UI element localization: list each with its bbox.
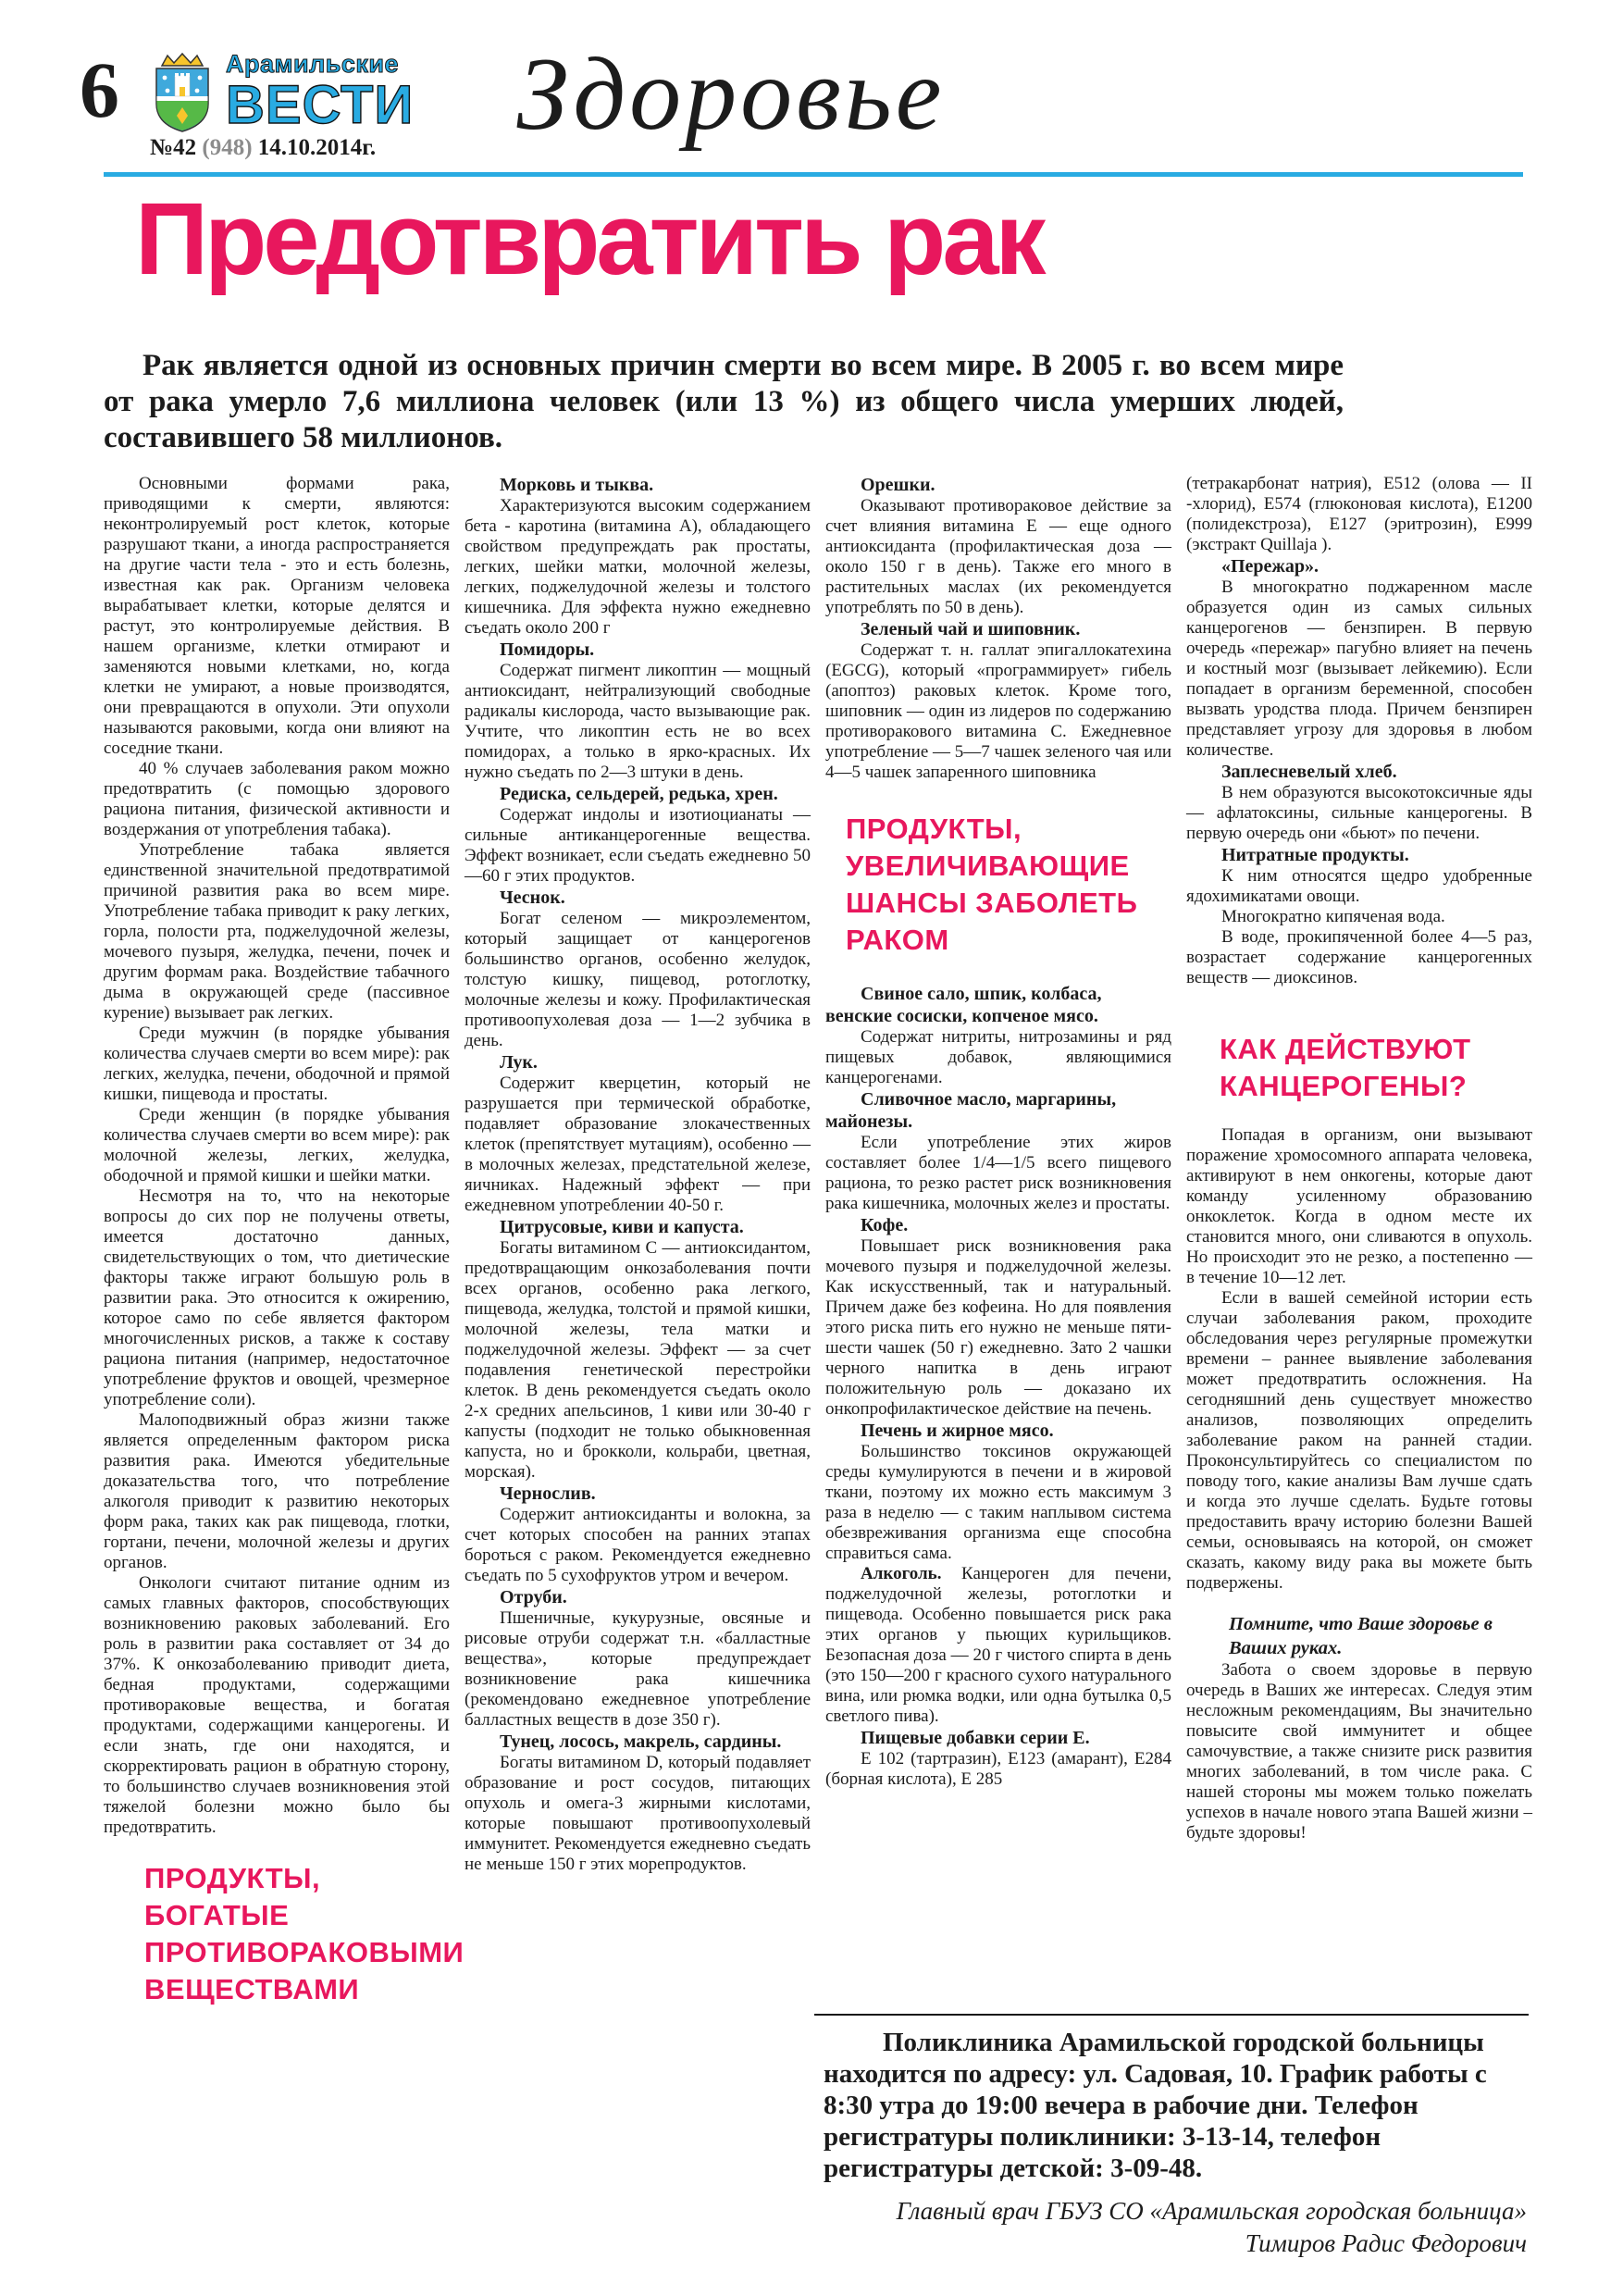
- item-heading: Цитрусовые, киви и капуста.: [500, 1217, 744, 1237]
- body-paragraph: В воде, прокипяченной более 4—5 раз, возрастает содержание канцерогенных веществ — диоксинов.: [1186, 927, 1532, 987]
- body-paragraph: Основными формами рака, приводящими к смерти, являются: неконтролируемый рост клеток, которые разрушают ткани, а иногда распространяется на другие части тела - это и есть болезнь, известная как рак. Организм человека вырабатывает клетки, которые делятся и растут, это контролируемые действия. В нашем организме, клетки отмирают и заменяются новыми клетками, но, когда клетки не умирают, а новые производятся, они превращаются в опухоли. Эти опухоли называются раковыми, когда они влияют на соседние ткани.: [104, 474, 450, 758]
- body-paragraph: Онкологи считают питание одним из самых главных факторов, способствующих возникновению раковых заболеваний. Его роль в развитии рака составляет от 34 до 37%. К онкозаболеванию приводит диета, бедная продуктами, содержащими противораковые вещества, и богатая продуктами, содержащими канцерогены. И если знать, где они находятся, и скорректировать рацион в обратную сторону, то большинство случаев возникновения этой тяжелой болезни можно было бы предотвратить.: [104, 1573, 450, 1837]
- page-number: 6: [80, 45, 119, 134]
- text-column-4: [1186, 474, 1532, 1843]
- text-column-2: [465, 474, 811, 1875]
- item-heading: Орешки.: [861, 475, 935, 495]
- issue-number-total: (948): [202, 135, 253, 160]
- issue-number: №42: [150, 135, 197, 160]
- item-heading: Кофе.: [861, 1215, 909, 1235]
- item-heading: «Пережар».: [1221, 556, 1319, 577]
- article-headline: Предотвратить рак: [135, 182, 1043, 296]
- body-paragraph: Богаты витамином С — антиоксидантом, предотвращающим онкозаболевания почти всех органов, особенно рака легкого, пищевода, желудка, толстой и прямой кишки, молочной железы, тела матки и поджелудочной железы. Эффект — за счет подавления генетической перестройки клеток. В день рекомендуется съедать около 2-х средних апельсинов, 1 киви или 30-40 г капусты (подходит не только обыкновенная капуста, но и брокколи, кольраби, цветная, морская).: [465, 1238, 811, 1482]
- clinic-info: Поликлиника Арамильской городской больницы находится по адресу: ул. Садовая, 10. График работы с 8:30 утра до 19:00 вечера в рабочие дни. Телефон регистратуры поликлиники: 3-13-14, телефон регистратуры детской: 3-09-48.: [824, 2028, 1487, 2183]
- body-paragraph: Богаты витамином D, который подавляет образование и рост сосудов, питающих опухоль и омега-3 жирными кислотами, которые повышают противоопухолевый иммунитет. Рекомендуется ежедневно съедать не меньше 150 г этих морепродуктов.: [465, 1753, 811, 1874]
- header-divider: [104, 172, 1523, 177]
- body-paragraph: Содержат т. н. галлат эпигаллокатехина (EGCG), который «программирует» гибель (апоптоз) раковых клеток. Кроме того, шиповник — один из лидеров по содержанию противоракового витамина С. Ежедневное употребление — 5—7 чашек зеленого чая или 4—5 чашек запаренного шиповника: [825, 640, 1171, 782]
- item-heading: Помидоры.: [500, 639, 595, 660]
- body-paragraph: Среди женщин (в порядке убывания количества случаев смерти во всем мире): рак молочной железы, легких, желудка, ободочной и прямой кишки и шейки матки.: [104, 1105, 450, 1185]
- body-paragraph: Содержит антиоксиданты и волокна, за счет которых способен на ранних этапах бороться с раком. Рекомендуется ежедневно съедать по 5 сухофруктов утром и вечером.: [465, 1505, 811, 1585]
- body-paragraph: В нем образуются высокотоксичные яды — афлатоксины, сильные канцерогены. В первую очередь они «бьют» по печени.: [1186, 783, 1532, 843]
- body-paragraph: Е 102 (тартразин), Е123 (амарант), Е284 (борная кислота), Е 285: [825, 1749, 1171, 1789]
- item-heading: Помните, что Ваше здоровье в Ваших руках.: [1229, 1614, 1493, 1658]
- body-paragraph: Среди мужчин (в порядке убывания количества случаев смерти во всем мире): рак легких, желудка, печени, ободочной и прямой кишки, пищевода и простаты.: [104, 1024, 450, 1104]
- brand-name-label: ВЕСТИ: [226, 75, 415, 135]
- item-heading: Тунец, лосось, макрель, сардины.: [500, 1731, 782, 1752]
- item-heading: Сливочное масло, маргарины, майонезы.: [825, 1089, 1117, 1132]
- section-heading: КАК ДЕЙСТВУЮТ КАНЦЕРОГЕНЫ?: [1220, 1033, 1471, 1102]
- body-paragraph: Содержат индолы и изотиоцианаты — сильные антиканцерогенные вещества. Эффект возникает, если съедать ежедневно 50—60 г этих продуктов.: [465, 805, 811, 886]
- body-paragraph: Употребление табака является единственной значительной предотвратимой причиной развития рака во всем мире. Употребление табака приводит к раку легких, горла, полости рта, поджелудочной железы, мочевого пузыря, желудка, печени, почек и другим формам рака. Воздействие табачного дыма в окружающей среде (пассивное курение) вызывает рак легких.: [104, 840, 450, 1023]
- item-heading: Лук.: [500, 1052, 538, 1073]
- body-paragraph: Пшеничные, кукурузные, овсяные и рисовые отруби содержат т.н. «балластные вещества», которые предупреждает возникновение рака кишечника (рекомендовано ежедневное употребление балластных веществ в дозе 350 г).: [465, 1608, 811, 1730]
- signature-title: Главный врач ГБУЗ СО «Арамильская городская больница»: [896, 2197, 1527, 2225]
- body-paragraph: Содержат пигмент ликоптин — мощный антиоксидант, нейтрализующий свободные радикалы кислорода, часто вызывающие рак. Учтите, что ликоптин есть не во всех помидорах, а только в ярко-красных. Их нужно съедать по 2—3 штуки в день.: [465, 661, 811, 782]
- city-coat-of-arms-icon: [148, 52, 217, 133]
- footer-divider: [814, 2014, 1529, 2016]
- text-column-3: [825, 474, 1171, 2010]
- body-paragraph: Алкоголь. Канцероген для печени, поджелудочной железы, ротоглотки и пищевода. Особенно повышается риск рака этих органов у пьющих курильщиков. Безопасная доза — 20 г чистого спирта в день (это 150—200 г красного сухого натурального вина, или рюмка водки, или одна бутылка 0,5 светлого пива).: [825, 1564, 1171, 1726]
- signature-name: Тимиров Радис Федорович: [1245, 2229, 1527, 2257]
- body-paragraph: Содержит кверцетин, который не разрушается при термической обработке, подавляет образование злокачественных клеток (препятствует мутациям), особенно — в молочных железах, предстательной железе, яичниках. Надежный эффект — при ежедневном употреблении 40-50 г.: [465, 1074, 811, 1215]
- section-heading: ПРОДУКТЫ, БОГАТЫЕ ПРОТИВОРАКОВЫМИ ВЕЩЕСТВАМИ: [144, 1862, 465, 2005]
- item-heading: Нитратные продукты.: [1221, 845, 1409, 865]
- body-paragraph: Если употребление этих жиров составляет более 1/4—1/5 всего пищевого рациона, то резко растет риск возникновения рака кишечника, молочных желез и простаты.: [825, 1133, 1171, 1213]
- text-column-1: [104, 474, 465, 2008]
- body-paragraph: Большинство токсинов окружающей среды кумулируются в печени и в жировой ткани, поэтому их можно есть максимум 3 раза в неделю — с таким наплывом система обезвреживания организма еще способна справиться сама.: [825, 1442, 1171, 1563]
- body-paragraph: Несмотря на то, что на некоторые вопросы до сих пор не получены ответы, имеется достаточно данных, свидетельствующих о том, что диетические факторы также играют большую роль в развитии рака. Это относится к ожирению, которое само по себе является фактором многочисленных рисков, а также к составу рациона питания (например, недостаточное употребление фруктов и овощей, чрезмерное употребление соли).: [104, 1186, 450, 1409]
- body-paragraph: 40 % случаев заболевания раком можно предотвратить (с помощью здорового рациона питания, физической активности и воздержания от употребления табака).: [104, 759, 450, 839]
- item-heading: Морковь и тыква.: [500, 475, 654, 495]
- issue-date: 14.10.2014г.: [257, 135, 377, 160]
- issue-info: [150, 135, 376, 161]
- section-heading: ПРОДУКТЫ, УВЕЛИЧИВАЮЩИЕ ШАНСЫ ЗАБОЛЕТЬ РАКОМ: [846, 813, 1138, 956]
- body-paragraph: Богат селеном — микроэлементом, который защищает от канцерогенов большинство органов, особенно желудок, толстую кишку, пищевод, ротоглотку, молочные железы и кожу. Профилактическая противоопухолевая доза — 1—2 зубчика в день.: [465, 909, 811, 1050]
- item-heading: Чернослив.: [500, 1483, 596, 1504]
- body-paragraph: В многократно поджаренном масле образуется один из самых сильных канцерогенов — бензпирен. В первую очередь «пережар» пагубно влияет на печень и костный мозг (вызывает лейкемию). Если попадает в организм беременной, способен вызвать уродства плода. Причем бензпирен представляет угрозу для здоровья в любом количестве.: [1186, 577, 1532, 760]
- signature: [824, 2195, 1527, 2260]
- item-heading: Чеснок.: [500, 887, 565, 908]
- body-paragraph: Содержат нитриты, нитрозамины и ряд пищевых добавок, являющимися канцерогенами.: [825, 1027, 1171, 1087]
- article-lede: Рак является одной из основных причин смерти во всем мире. В 2005 г. во всем мире от рака умерло 7,6 миллиона человек (или 13 %) из общего числа умерших людей, составившего 58 миллионов.: [104, 349, 1344, 454]
- body-paragraph: Повышает риск возникновения рака мочевого пузыря и поджелудочной железы. Как искусственный, так и натуральный. Причем даже без кофеина. Но для появления этого риска пить его нужно не меньше пяти-шести чашек (50 г) ежедневно. Зато 2 чашки черного напитка в день играют положительную роль — доказано их онкопрофилактическое действие на печень.: [825, 1236, 1171, 1419]
- item-heading: Заплесневелый хлеб.: [1221, 762, 1397, 782]
- body-paragraph: Попадая в организм, они вызывают поражение хромосомного аппарата человека, активируют в нем онкогены, которые дают команду усиленному образованию онкоклеток. Когда в одном месте их становится много, они сливаются в опухоль. Но происходит это не резко, а постепенно — в течение 10—12 лет.: [1186, 1125, 1532, 1287]
- item-heading: Печень и жирное мясо.: [861, 1421, 1054, 1441]
- section-title: Здоровье: [516, 37, 946, 152]
- body-paragraph: Оказывают противораковое действие за счет влияния витамина Е — еще одного антиоксиданта (профилактическая доза — около 150 г в день). Также его много в растительных маслах (их рекомендуется употреблять по 50 в день).: [825, 496, 1171, 617]
- item-heading: Пищевые добавки серии Е.: [861, 1728, 1090, 1748]
- body-paragraph: (тетракарбонат натрия), Е512 (олова — II -хлорид), Е574 (глюконовая кислота), Е1200 (полидекстроза), Е127 (эритрозин), Е999 (экстракт Quillaja ).: [1186, 474, 1532, 554]
- body-paragraph: Забота о своем здоровье в первую очередь в Ваших же интересах. Следуя этим несложным рекомендациям, Вы значительно повысите свой иммунитет и общее самочувствие, а также снизите риск развития многих заболеваний, в том числе рака. С нашей стороны мы можем только пожелать успехов в начале нового этапа Вашей жизни – будьте здоровы!: [1186, 1660, 1532, 1843]
- item-heading: Редиска, сельдерей, редька, хрен.: [500, 784, 778, 804]
- brand-top-label: Арамильские: [226, 50, 399, 78]
- item-heading: Свиное сало, шпик, колбаса, венские сосиски, копченое мясо.: [825, 984, 1102, 1026]
- item-heading: Зеленый чай и шиповник.: [861, 619, 1081, 639]
- item-heading: Отруби.: [500, 1587, 567, 1607]
- body-paragraph: К ним относятся щедро удобренные ядохимикатами овощи.: [1186, 866, 1532, 906]
- body-paragraph: Малоподвижный образ жизни также является определенным фактором риска развития рака. Имеются убедительные доказательства того, что потребление алкоголя приводит к развитию некоторых форм рака, таких как рак пищевода, глотки, гортани, печени, молочной железы и других органов.: [104, 1410, 450, 1572]
- body-paragraph: Многократно кипяченая вода.: [1221, 907, 1445, 926]
- body-paragraph: Характеризуются высоким содержанием бета - каротина (витамина А), обладающего свойством предупреждать рак простаты, легких, шейки матки, молочной железы, легких, поджелудочной железы и толстого кишечника. Для эффекта нужно ежедневно съедать около 200 г: [465, 496, 811, 638]
- body-paragraph: Если в вашей семейной истории есть случаи заболевания раком, проходите обследования через регулярные промежутки времени – раннее выявление заболевания может предотвратить осложнения. На сегодняшний день существует множество анализов, позволяющих определить заболевание раком на ранней стадии. Проконсультируйтесь со специалистом по поводу того, какие анализы Вам лучше сдать и когда это лучше сделать. Будьте готовы предоставить врачу историю болезни Вашей семьи, основываясь на которой, он сможет сказать, какому виду рака вы можете быть подвержены.: [1186, 1288, 1532, 1593]
